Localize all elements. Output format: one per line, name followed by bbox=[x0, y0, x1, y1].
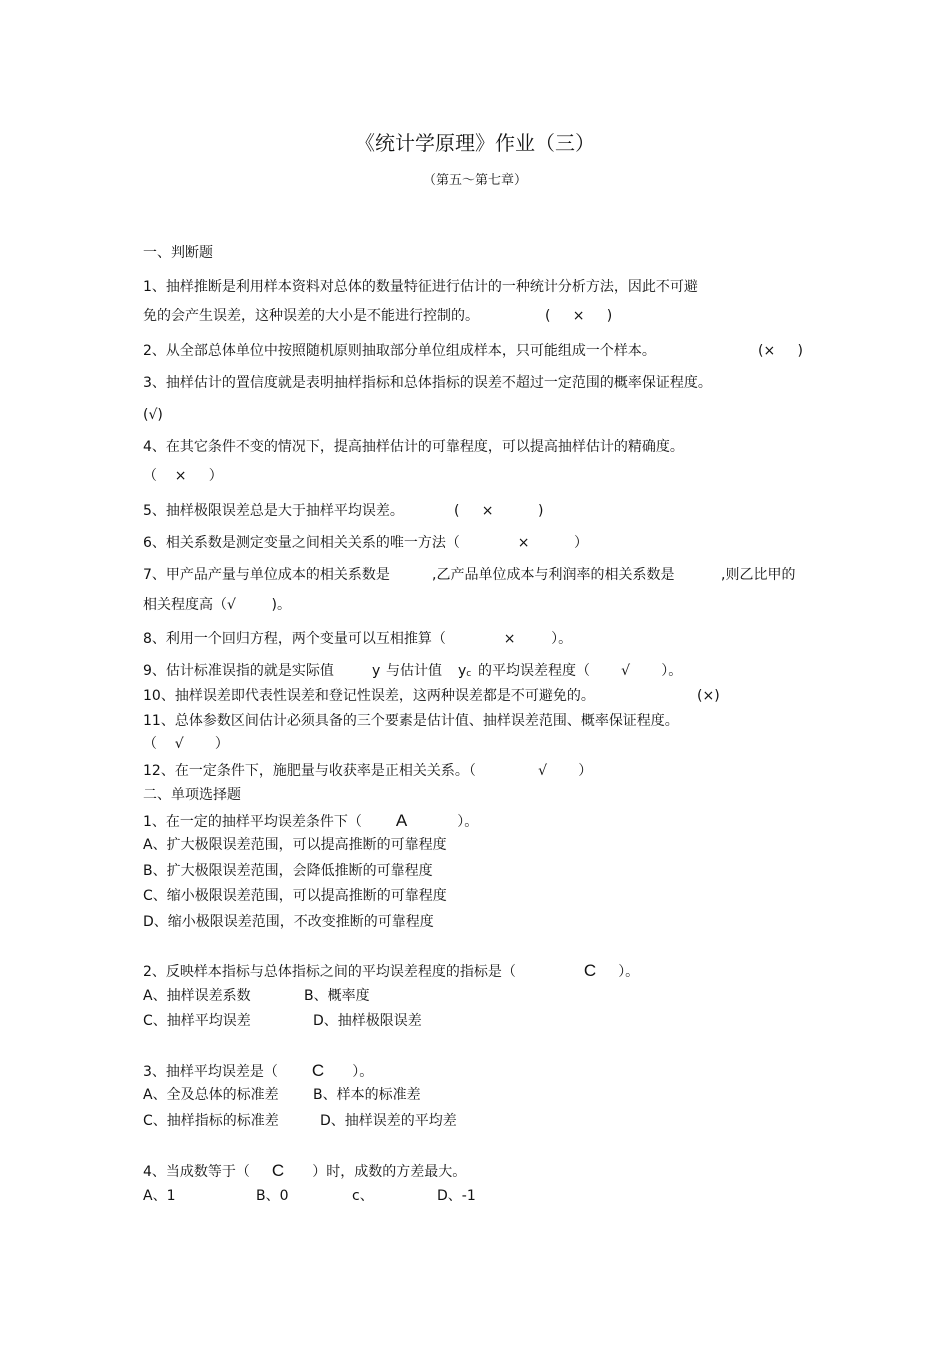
choice-q4-option-d: D、-1 bbox=[437, 1188, 476, 1204]
choice-q4-option-a: A、1 bbox=[143, 1188, 176, 1204]
choice-q3-answer: C bbox=[311, 1061, 325, 1080]
choice-q3-option-d: D、抽样误差的平均差 bbox=[320, 1113, 457, 1129]
judgment-q12: 12、在一定条件下，施肥量与收获率是正相关关系。（ √ ） bbox=[143, 763, 593, 779]
document-title: 《统计学原理》作业（三） bbox=[355, 131, 595, 155]
judgment-q5: 5、抽样极限误差总是大于抽样平均误差。 bbox=[143, 503, 404, 519]
judgment-q9-y: y bbox=[372, 663, 381, 679]
judgment-q10: 10、抽样误差即代表性误差和登记性误差，这两种误差都是不可避免的。 bbox=[143, 688, 595, 704]
judgment-q9-part1: 9、估计标准误指的就是实际值 bbox=[143, 663, 334, 679]
judgment-q7-line2: 相关程度高（√ )。 bbox=[143, 597, 291, 613]
judgment-q7-part1: 7、甲产品产量与单位成本的相关系数是 bbox=[143, 567, 390, 583]
judgment-q2: 2、从全部总体单位中按照随机原则抽取部分单位组成样本，只可能组成一个样本。 bbox=[143, 343, 656, 359]
choice-q4-stem: 4、当成数等于（ C ）时，成数的方差最大。 bbox=[143, 1161, 467, 1180]
section-heading-choice: 二、单项选择题 bbox=[143, 787, 241, 803]
choice-q2-option-b: B、概率度 bbox=[304, 988, 370, 1004]
judgment-q7-part3: ,则乙比甲的 bbox=[721, 567, 796, 583]
judgment-q9-part2: 与估计值 bbox=[386, 663, 442, 679]
choice-q3-option-c: C、抽样指标的标准差 bbox=[143, 1113, 279, 1129]
section-heading-judgment: 一、判断题 bbox=[143, 245, 213, 261]
judgment-q7-part2: ,乙产品单位成本与利润率的相关系数是 bbox=[432, 567, 675, 583]
choice-q2-answer: C bbox=[583, 961, 597, 980]
choice-q1-answer: A bbox=[395, 811, 408, 830]
judgment-q11-answer: （ √ ） bbox=[143, 736, 229, 752]
choice-q2-stem: 2、反映样本指标与总体指标之间的平均误差程度的指标是（ C ）。 bbox=[143, 961, 640, 980]
choice-q4-option-c: c、 bbox=[352, 1188, 374, 1204]
judgment-q1-line1: 1、抽样推断是利用样本资料对总体的数量特征进行估计的一种统计分析方法，因此不可避 bbox=[143, 279, 698, 295]
choice-q2-option-c: C、抽样平均误差 bbox=[143, 1013, 251, 1029]
judgment-q9-part3: 的平均误差程度（ √ ）。 bbox=[478, 663, 683, 679]
choice-q3-option-a: A、全及总体的标准差 bbox=[143, 1087, 279, 1103]
judgment-q4-answer: （ × ） bbox=[143, 468, 223, 484]
choice-q3-option-b: B、样本的标准差 bbox=[313, 1087, 421, 1103]
choice-q1-option-a: A、扩大极限误差范围，可以提高推断的可靠程度 bbox=[143, 837, 447, 853]
choice-q1-option-d: D、缩小极限误差范围，不改变推断的可靠程度 bbox=[143, 914, 434, 930]
choice-q4-option-b: B、0 bbox=[256, 1188, 289, 1204]
choice-q1-option-c: C、缩小极限误差范围，可以提高推断的可靠程度 bbox=[143, 888, 447, 904]
judgment-q4-line1: 4、在其它条件不变的情况下，提高抽样估计的可靠程度，可以提高抽样估计的精确度。 bbox=[143, 439, 684, 455]
choice-q2-option-d: D、抽样极限误差 bbox=[313, 1013, 422, 1029]
judgment-q3-answer: (√) bbox=[143, 407, 163, 423]
judgment-q6: 6、相关系数是测定变量之间相关关系的唯一方法（ × ） bbox=[143, 535, 588, 551]
judgment-q10-answer: (×) bbox=[697, 688, 720, 704]
judgment-q3-line1: 3、抽样估计的置信度就是表明抽样指标和总体指标的误差不超过一定范围的概率保证程度。 bbox=[143, 375, 712, 391]
judgment-q1-line2: 免的会产生误差，这种误差的大小是不能进行控制的。 bbox=[143, 308, 479, 324]
judgment-q5-answer: ( × ) bbox=[454, 503, 544, 519]
judgment-q2-answer: (× ) bbox=[758, 343, 803, 359]
judgment-q8: 8、利用一个回归方程，两个变量可以互相推算（ × ）。 bbox=[143, 631, 573, 647]
judgment-q1-answer: ( × ) bbox=[545, 308, 613, 324]
choice-q2-option-a: A、抽样误差系数 bbox=[143, 988, 251, 1004]
judgment-q9-yc: $y_c$ bbox=[458, 663, 472, 679]
choice-q1-option-b: B、扩大极限误差范围，会降低推断的可靠程度 bbox=[143, 863, 433, 879]
document-subtitle: （第五～第七章） bbox=[422, 173, 527, 188]
choice-q1-stem: 1、在一定的抽样平均误差条件下（ A ）。 bbox=[143, 811, 479, 830]
choice-q3-stem: 3、抽样平均误差是（ C ）。 bbox=[143, 1061, 374, 1080]
choice-q4-answer: C bbox=[271, 1161, 285, 1180]
judgment-q11-line1: 11、总体参数区间估计必须具备的三个要素是估计值、抽样误差范围、概率保证程度。 bbox=[143, 713, 679, 729]
